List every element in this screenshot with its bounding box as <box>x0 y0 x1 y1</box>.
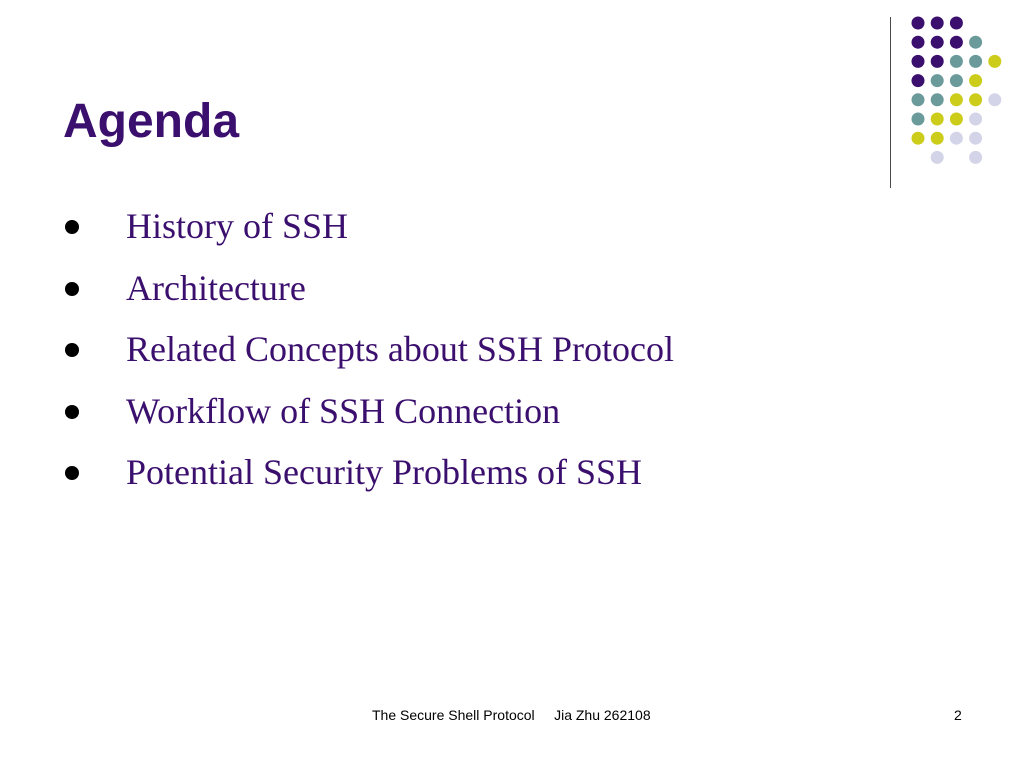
bullet-text: Related Concepts about SSH Protocol <box>126 329 674 369</box>
decorative-dot-purple <box>931 36 944 49</box>
bullet-dot-icon <box>65 405 79 419</box>
decorative-dot-teal <box>912 113 925 126</box>
decorative-dot-yellow <box>969 74 982 87</box>
decorative-dot-yellow <box>931 132 944 145</box>
bullet-dot-icon <box>65 343 79 357</box>
decorative-dot-lavender <box>969 151 982 164</box>
slide-footer: The Secure Shell Protocol Jia Zhu 262108 <box>372 707 651 723</box>
bullet-text: Architecture <box>126 267 306 308</box>
bullet-text: Workflow of SSH Connection <box>126 390 561 431</box>
decorative-dot-purple <box>912 17 925 30</box>
decorative-dot-yellow <box>931 113 944 126</box>
vertical-divider-line <box>890 17 891 188</box>
bullet-dot-icon <box>65 282 79 296</box>
decorative-dot-yellow <box>969 93 982 106</box>
decorative-dot-teal <box>969 55 982 68</box>
decorative-dot-lavender <box>988 93 1001 106</box>
slide-title: Agenda <box>63 95 240 148</box>
decorative-dot-yellow <box>912 132 925 145</box>
decorative-dot-purple <box>950 36 963 49</box>
decorative-dot-purple <box>912 74 925 87</box>
decorative-dot-teal <box>950 55 963 68</box>
decorative-dot-lavender <box>950 132 963 145</box>
bullet-text: History of SSH <box>126 206 349 246</box>
decorative-dot-yellow <box>950 93 963 106</box>
decorative-dot-teal <box>912 93 925 106</box>
decorative-dot-teal <box>931 93 944 106</box>
decorative-dot-purple <box>931 55 944 68</box>
bullet-dot-icon <box>65 220 79 234</box>
decorative-dot-teal <box>969 36 982 49</box>
decorative-dot-teal <box>950 74 963 87</box>
decorative-dot-lavender <box>969 132 982 145</box>
decorative-dot-yellow <box>950 113 963 126</box>
bullet-dot-icon <box>65 466 79 480</box>
bullet-text: Potential Security Problems of SSH <box>126 452 642 492</box>
decorative-dot-purple <box>912 55 925 68</box>
decorative-dot-yellow <box>988 55 1001 68</box>
decorative-dot-purple <box>950 17 963 30</box>
decorative-dot-purple <box>912 36 925 49</box>
decorative-dot-lavender <box>969 113 982 126</box>
page-number: 2 <box>954 707 962 723</box>
decorative-dot-teal <box>931 74 944 87</box>
decorative-dot-lavender <box>931 151 944 164</box>
decorative-dot-purple <box>931 17 944 30</box>
